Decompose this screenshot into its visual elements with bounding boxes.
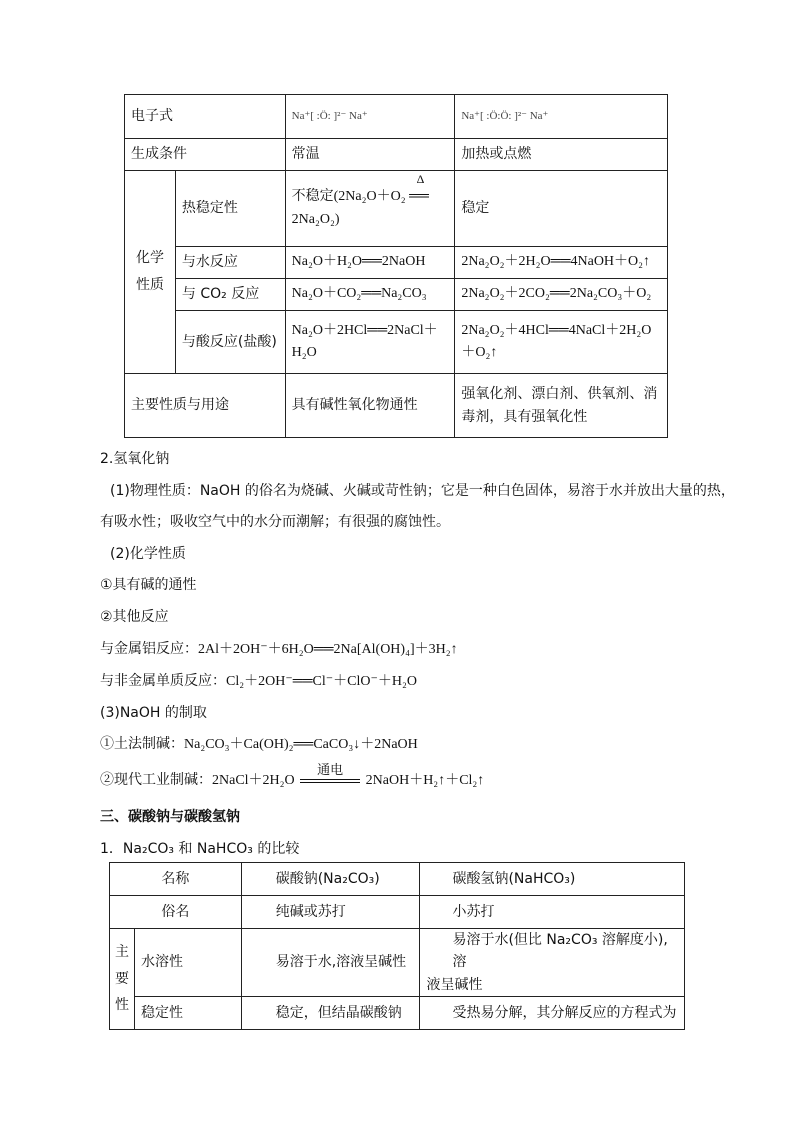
text-line: 毒剂，具有强氧化性 xyxy=(461,408,588,425)
section-heading: 2.氢氧化钠 xyxy=(100,451,170,467)
row-label: 名称 xyxy=(110,863,242,896)
condition-arrow xyxy=(298,762,362,789)
chemical-properties-label: 化学 性质 xyxy=(125,171,176,374)
equation: 不稳定(2Na₂O＋O₂ ══ xyxy=(291,189,429,205)
list-item: ②其他反应 xyxy=(100,609,169,625)
text-line: 易溶于水(但比 Na₂CO₃ 溶解度小),溶 xyxy=(452,932,668,971)
cell: 稳定 xyxy=(455,171,668,247)
subheading: (3)NaOH 的制取 xyxy=(100,705,207,721)
table-row xyxy=(125,279,668,311)
row-label: 稳定性 xyxy=(134,997,241,1030)
row-label: 与酸反应(盐酸) xyxy=(175,311,285,374)
condition-label: 通电 xyxy=(317,762,344,777)
cell xyxy=(455,374,668,438)
table-row xyxy=(110,997,685,1030)
list-item: ①具有碱的通性 xyxy=(100,577,197,593)
main-properties-label: 主 要 性 xyxy=(110,929,135,1030)
equation-right: 2NaOH＋H₂↑＋Cl₂↑ xyxy=(365,773,485,788)
cell: 碳酸钠(Na₂CO₃) xyxy=(241,863,420,896)
row-label: 生成条件 xyxy=(125,139,286,171)
table-row xyxy=(125,95,668,139)
table-row xyxy=(125,311,668,374)
cell xyxy=(455,311,668,374)
equation: H₂O xyxy=(291,345,317,360)
text-line: 液呈碱性 xyxy=(426,976,483,993)
equation-left: ②现代工业制碱：2NaCl＋2H₂O xyxy=(100,773,295,788)
cell: 碳酸氢钠(NaHCO₃) xyxy=(420,863,685,896)
row-label: 俗名 xyxy=(110,896,242,929)
table-row xyxy=(110,863,685,896)
cell: Na₂O＋CO₂══Na₂CO₃ xyxy=(285,279,455,311)
double-bar xyxy=(300,779,360,783)
row-label: 热稳定性 xyxy=(175,171,285,247)
subheading: (2)化学性质 xyxy=(110,546,186,562)
cell: 常温 xyxy=(285,139,455,171)
equation-line: 与金属铝反应：2Al＋2OH⁻＋6H₂O══2Na[Al(OH)₄]＋3H₂↑ xyxy=(100,642,458,657)
na2o-electron-formula: Na⁺[ :Ö: ]²⁻ Na⁺ xyxy=(285,95,455,139)
subheading: 1．Na₂CO₃ 和 NaHCO₃ 的比较 xyxy=(100,841,300,857)
cell: Na₂O＋H₂O══2NaOH xyxy=(285,247,455,279)
carbonate-comparison-table xyxy=(109,862,685,1030)
table-row xyxy=(125,374,668,438)
equation: 2Na₂O₂) xyxy=(291,211,340,227)
text-line: 强氧化剂、漂白剂、供氧剂、消 xyxy=(461,386,658,403)
cell: 加热或点燃 xyxy=(455,139,668,171)
cell xyxy=(420,929,685,997)
cell: 稳定，但结晶碳酸钠 xyxy=(241,997,420,1030)
equation-line: ①土法制碱：Na₂CO₃＋Ca(OH)₂══CaCO₃↓＋2NaOH xyxy=(100,737,418,752)
cell: 易溶于水,溶液呈碱性 xyxy=(241,929,420,997)
cell xyxy=(285,171,455,247)
equation: 2Na₂O₂＋4HCl══4NaCl＋2H₂O xyxy=(461,322,652,338)
cell: 小苏打 xyxy=(420,896,685,929)
row-label: 电子式 xyxy=(125,95,286,139)
table-row xyxy=(125,171,668,247)
cell: 纯碱或苏打 xyxy=(241,896,420,929)
cell xyxy=(285,311,455,374)
table-row xyxy=(110,896,685,929)
row-label: 与 CO₂ 反应 xyxy=(175,279,285,311)
equation-line: 与非金属单质反应：Cl₂＋2OH⁻══Cl⁻＋ClO⁻＋H₂O xyxy=(100,674,418,689)
equation: Na₂O＋2HCl══2NaCl＋ xyxy=(291,322,438,338)
delta-symbol: Δ xyxy=(416,172,425,187)
equation: ＋O₂↑ xyxy=(461,345,498,360)
table-row xyxy=(110,929,685,997)
cell: 具有碱性氧化物通性 xyxy=(285,374,455,438)
oxide-comparison-table xyxy=(124,94,668,438)
cell: 2Na₂O₂＋2H₂O══4NaOH＋O₂↑ xyxy=(455,247,668,279)
row-label: 主要性质与用途 xyxy=(125,374,286,438)
table-row xyxy=(125,139,668,171)
row-label: 与水反应 xyxy=(175,247,285,279)
paragraph-line: 有吸水性；吸收空气中的水分而潮解；有很强的腐蚀性。 xyxy=(100,514,450,530)
equation-line xyxy=(100,762,485,789)
cell: 受热易分解，其分解反应的方程式为 xyxy=(420,997,685,1030)
section-heading: 三、碳酸钠与碳酸氢钠 xyxy=(100,809,240,825)
row-label: 水溶性 xyxy=(134,929,241,997)
cell: 2Na₂O₂＋2CO₂══2Na₂CO₃＋O₂ xyxy=(455,279,668,311)
paragraph-line: (1)物理性质：NaOH 的俗名为烧碱、火碱或苛性钠；它是一种白色固体，易溶于水并放出大量的热， xyxy=(110,483,735,499)
table-row xyxy=(125,247,668,279)
na2o2-electron-formula: Na⁺[ :Ö:Ö: ]²⁻ Na⁺ xyxy=(455,95,668,139)
